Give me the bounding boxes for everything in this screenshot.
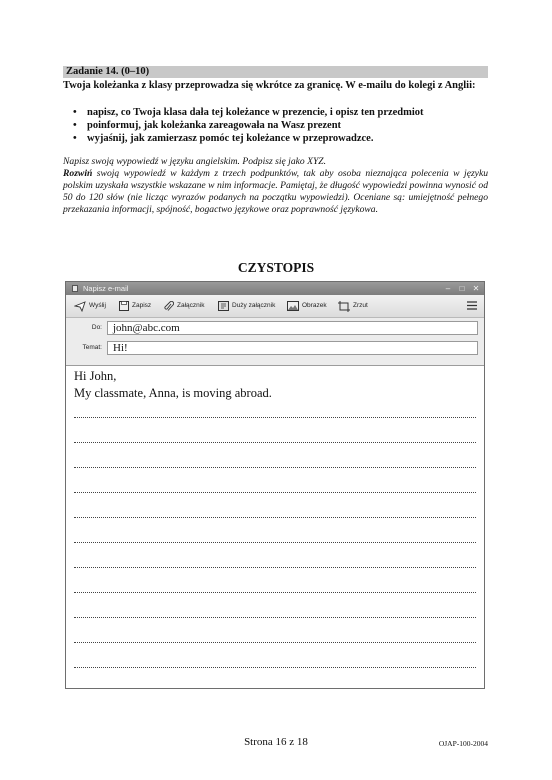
close-button[interactable]: ✕ bbox=[472, 284, 480, 293]
answer-line bbox=[74, 467, 476, 468]
instructions-line1: Napisz swoją wypowiedź w języku angielskim. Podpisz się jako XYZ. bbox=[63, 156, 327, 167]
send-icon bbox=[74, 301, 86, 312]
subject-label: Temat: bbox=[82, 344, 102, 351]
task-intro: Twoja koleżanka z klasy przeprowadza się wkrótce za granicę. W e-mailu do kolegi z Anglii: bbox=[63, 80, 476, 91]
email-window bbox=[65, 281, 485, 689]
maximize-button[interactable]: □ bbox=[459, 284, 465, 293]
menu-button[interactable] bbox=[467, 301, 477, 312]
task-header: Zadanie 14. (0–10) bbox=[63, 66, 488, 78]
body-first-sentence: My classmate, Anna, is moving abroad. bbox=[74, 386, 272, 400]
body-greeting: Hi John, bbox=[74, 369, 117, 383]
menu-icon bbox=[467, 301, 477, 310]
title-bar bbox=[66, 282, 484, 295]
screenshot-label: Zrzut bbox=[353, 302, 368, 309]
image-icon bbox=[287, 301, 299, 311]
answer-line bbox=[74, 517, 476, 518]
attachment-button[interactable] bbox=[164, 300, 204, 312]
answer-line bbox=[74, 417, 476, 418]
answer-line bbox=[74, 667, 476, 668]
send-button[interactable] bbox=[74, 300, 106, 312]
answer-line bbox=[74, 617, 476, 618]
answer-line bbox=[74, 567, 476, 568]
to-field[interactable]: john@abc.com bbox=[107, 321, 478, 335]
image-label: Obrazek bbox=[302, 302, 327, 309]
window-title: Napisz e-mail bbox=[83, 284, 129, 293]
answer-line bbox=[74, 442, 476, 443]
image-button[interactable] bbox=[287, 300, 327, 312]
minimize-button[interactable]: – bbox=[445, 284, 451, 293]
big-attachment-label: Duży załącznik bbox=[232, 302, 276, 309]
task-bullets bbox=[63, 106, 488, 145]
screenshot-icon bbox=[338, 301, 350, 312]
save-label: Zapisz bbox=[132, 302, 152, 309]
big-attachment-button[interactable] bbox=[218, 300, 275, 312]
big-attachment-icon bbox=[218, 301, 229, 311]
toolbar bbox=[66, 295, 484, 318]
instructions-rest: swoją wypowiedź w każdym z trzech podpunktów, tak aby osoba nieznająca polecenia w języku polskim uzyskała wszystkie wskazane w nim informacje. Pamiętaj, że długość wypowiedzi powinna wynosić od 50 do 120 słów (nie licząc wyrazów podanych na początku wypowiedzi). Oceniane są: umiejętność pełnego przekazania informacji, spójność, bogactwo językowe oraz poprawność językowa. bbox=[63, 168, 488, 216]
to-label: Do: bbox=[91, 324, 102, 331]
instructions-bold: Rozwiń bbox=[63, 168, 93, 180]
paperclip-icon bbox=[164, 301, 174, 312]
exam-code: OJAP-100-2004 bbox=[438, 739, 488, 748]
save-icon bbox=[119, 301, 129, 311]
save-button[interactable] bbox=[119, 300, 151, 312]
section-title: CZYSTOPIS bbox=[237, 260, 315, 275]
task-bullet: • poinformuj, jak koleżanka zareagowała na Wasz prezent bbox=[63, 119, 488, 132]
mail-window-icon bbox=[72, 285, 78, 292]
message-header bbox=[66, 318, 484, 366]
answer-line bbox=[74, 642, 476, 643]
task-bullet: • napisz, co Twoja klasa dała tej koleżance w prezencie, i opisz ten przedmiot bbox=[63, 106, 488, 119]
screenshot-button[interactable] bbox=[338, 300, 368, 312]
answer-line bbox=[74, 492, 476, 493]
task-bullet: • wyjaśnij, jak zamierzasz pomóc tej koleżance w przeprowadzce. bbox=[63, 132, 488, 145]
send-label: Wyślij bbox=[89, 302, 106, 309]
attachment-label: Załącznik bbox=[177, 302, 205, 309]
answer-line bbox=[74, 592, 476, 593]
page-number: Strona 16 z 18 bbox=[244, 736, 308, 748]
answer-line bbox=[74, 542, 476, 543]
instructions-paragraph bbox=[63, 168, 488, 216]
instructions bbox=[63, 156, 488, 216]
subject-field[interactable]: Hi! bbox=[107, 341, 478, 355]
